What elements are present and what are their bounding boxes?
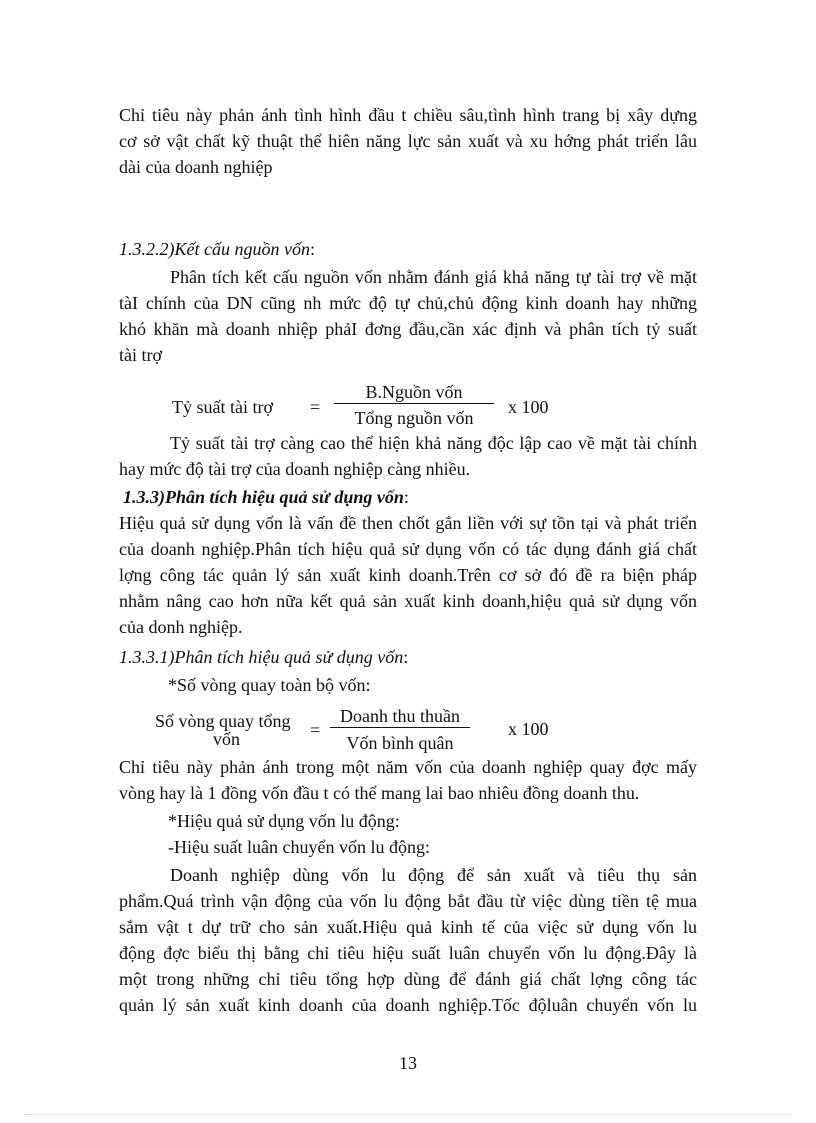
- paragraph-line: một trong những chỉ tiêu tổng hợp dùng để đánh giá chất lợng công tác: [119, 969, 697, 989]
- paragraph-line: Chỉ tiêu này phản ánh tình hình đầu t chiều sâu,tình hình trang bị xây dựng: [119, 105, 697, 125]
- formula-denominator: Tổng nguồn vốn: [354, 408, 474, 428]
- paragraph-line: lợng công tác quản lý sản xuất kinh doanh.Trên cơ sở đó đề ra biện pháp: [119, 565, 697, 585]
- paragraph-line: vòng hay là 1 đồng vốn đầu t có thể mang lai bao nhiêu đồng doanh thu.: [119, 783, 640, 803]
- bullet-working-capital-turnover: -Hiệu suất luân chuyển vốn lu động:: [168, 837, 430, 857]
- formula-equals: =: [310, 720, 321, 740]
- paragraph-line: nhằm nâng cao hơn nữa kết quả sản xuất kinh doanh,hiệu quả sử dụng vốn: [119, 591, 697, 611]
- paragraph-line: Hiệu quả sử dụng vốn là vấn đề then chốt gắn liền với sự tồn tại và phát triển: [119, 513, 697, 533]
- formula-equals: =: [310, 397, 321, 417]
- heading-colon: :: [403, 647, 409, 667]
- paragraph-line: của donh nghiệp.: [119, 617, 243, 637]
- heading-colon: :: [309, 239, 315, 259]
- paragraph-line: động đợc biểu thị bằng chỉ tiêu hiệu suất luân chuyển vốn lu động.Đây là: [119, 943, 697, 963]
- formula-numerator: Doanh thu thuần: [340, 706, 460, 726]
- heading-text: 1.3.3)Phân tích hiệu quả sử dụng vốn: [123, 487, 404, 507]
- paragraph-line: khó khăn mà doanh nhiệp phảI đơng đầu,cần xác định và phân tích tỷ suất: [119, 319, 697, 339]
- section-heading-1-3-2-2: [119, 236, 315, 262]
- paragraph-line: Chỉ tiêu này phản ánh trong một năm vốn của doanh nghiệp quay đợc mấy: [119, 757, 697, 777]
- paragraph-line: Phân tích kết cấu nguồn vốn nhằm đánh giá khả năng tự tài trợ về mặt: [170, 267, 697, 287]
- paragraph-line: sắm vật t dự trữ cho sản xuất.Hiệu quả kinh tế của việc sử dụng vốn lu: [119, 917, 697, 937]
- paragraph-line: tài trợ: [119, 345, 163, 365]
- section-heading-1-3-3-1: [119, 644, 408, 670]
- fraction-bar: [334, 403, 494, 404]
- formula-label-line1: Số vòng quay tổng: [155, 711, 291, 731]
- page-bottom-divider: [24, 1114, 792, 1115]
- paragraph-line: phẩm.Quá trình vận động của vốn lu động bắt đầu từ việc dùng tiền tệ mua: [119, 891, 697, 911]
- heading-text: 1.3.2.2)Kết cấu nguồn vốn: [119, 239, 310, 259]
- fraction-bar: [330, 727, 470, 728]
- paragraph-line: dài của doanh nghiệp: [119, 157, 273, 177]
- bullet-total-capital-turnover: *Số vòng quay toàn bộ vốn:: [168, 675, 371, 695]
- section-heading-1-3-3: [123, 484, 409, 510]
- paragraph-line: cơ sở vật chất kỹ thuật thể hiên năng lực sản xuất và xu hớng phát triển lâu: [119, 131, 697, 151]
- formula-label-line2: vốn: [213, 729, 240, 749]
- formula-multiplier: x 100: [508, 397, 549, 417]
- paragraph-line: Tỷ suất tài trợ càng cao thể hiện khả năng độc lập cao về mặt tài chính: [170, 433, 697, 453]
- bullet-working-capital-efficiency: *Hiệu quả sử dụng vốn lu động:: [168, 811, 400, 831]
- formula-numerator: B.Nguồn vốn: [365, 382, 463, 402]
- paragraph-line: tàI chính của DN cũng nh mức độ tự chủ,chủ động kinh doanh hay những: [119, 293, 697, 313]
- paragraph-line: hay mức độ tài trợ của doanh nghiệp càng nhiều.: [119, 459, 471, 479]
- formula-multiplier: x 100: [508, 719, 549, 739]
- paragraph-line: Doanh nghiệp dùng vốn lu động để sản xuất và tiêu thụ sản: [170, 865, 697, 885]
- formula-label: Tỷ suất tài trợ: [172, 397, 273, 417]
- paragraph-line: quản lý sản xuất kinh doanh của doanh nghiệp.Tốc độluân chuyển vốn lu: [119, 995, 697, 1015]
- heading-text: 1.3.3.1)Phân tích hiệu quả sử dụng vốn: [119, 647, 404, 667]
- heading-colon: :: [403, 487, 409, 507]
- page-number: 13: [399, 1053, 417, 1073]
- formula-denominator: Vốn bình quân: [346, 733, 454, 753]
- paragraph-line: của doanh nghiệp.Phân tích hiệu quả sử dụng vốn có tác dụng đánh giá chất: [119, 539, 697, 559]
